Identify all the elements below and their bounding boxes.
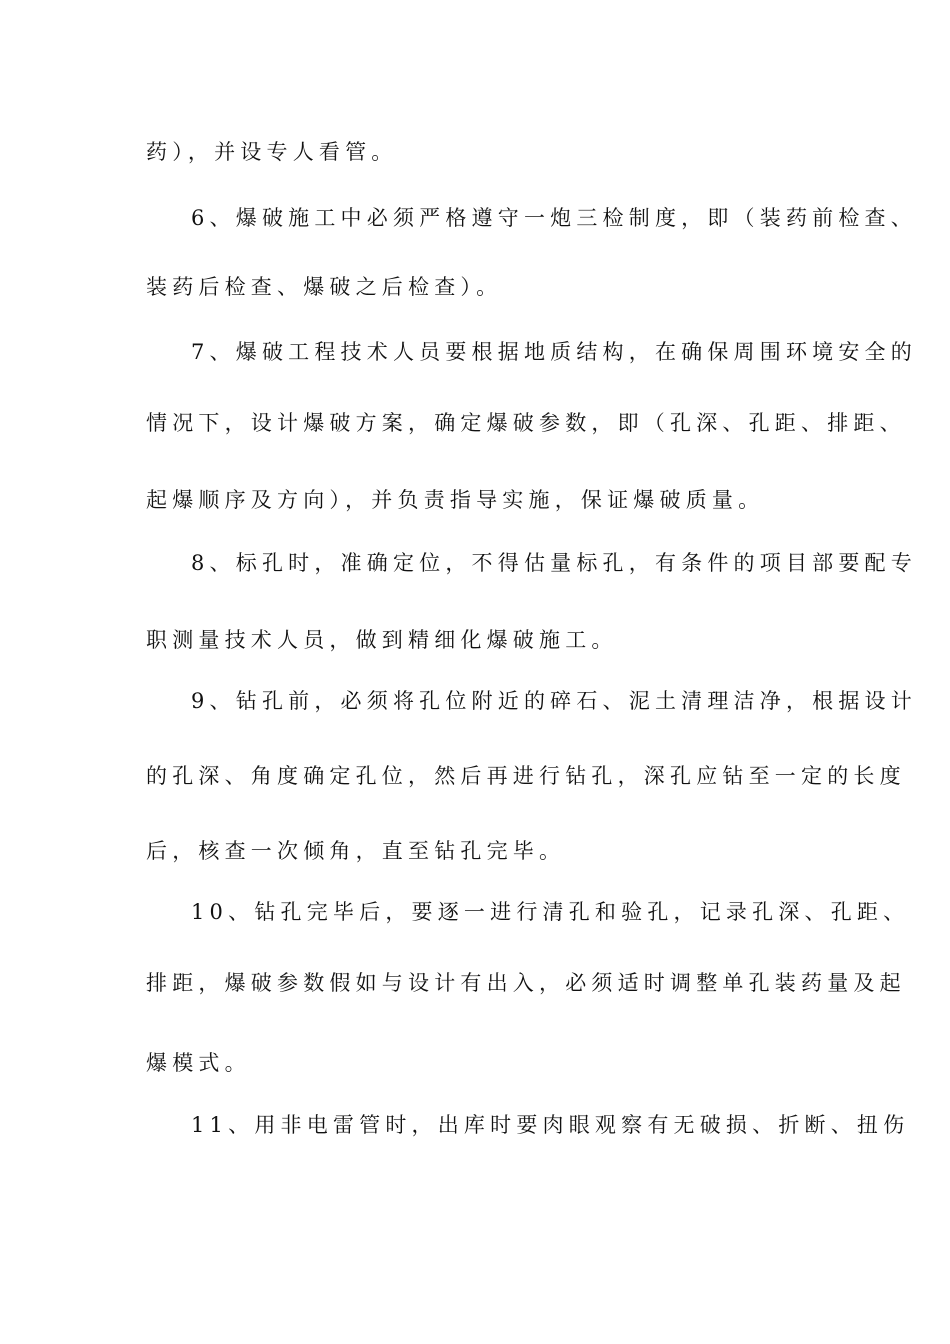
text-line: 10、钻孔完毕后，要逐一进行清孔和验孔，记录孔深、孔距、 <box>191 900 910 924</box>
text-line: 职测量技术人员，做到精细化爆破施工。 <box>146 628 618 652</box>
text-line: 8、标孔时，准确定位，不得估量标孔，有条件的项目部要配专 <box>191 551 917 575</box>
text-line: 情况下，设计爆破方案，确定爆破参数，即（孔深、孔距、排距、 <box>146 411 906 435</box>
text-line: 药），并设专人看管。 <box>146 140 398 164</box>
text-line: 的孔深、角度确定孔位，然后再进行钻孔，深孔应钻至一定的长度 <box>146 764 906 788</box>
text-line: 6、爆破施工中必须严格遵守一炮三检制度，即（装药前检查、 <box>191 206 917 230</box>
text-line: 11、用非电雷管时，出库时要肉眼观察有无破损、折断、扭伤 <box>191 1113 910 1137</box>
text-line: 爆模式。 <box>146 1051 251 1075</box>
text-line: 装药后检查、爆破之后检查）。 <box>146 275 503 299</box>
text-line: 起爆顺序及方向），并负责指导实施，保证爆破质量。 <box>146 488 765 512</box>
text-line: 后，核查一次倾角，直至钻孔完毕。 <box>146 839 566 863</box>
text-line: 7、爆破工程技术人员要根据地质结构，在确保周围环境安全的 <box>191 340 917 364</box>
text-line: 9、钻孔前，必须将孔位附近的碎石、泥土清理洁净，根据设计 <box>191 689 917 713</box>
text-line: 排距，爆破参数假如与设计有出入，必须适时调整单孔装药量及起 <box>146 971 906 995</box>
